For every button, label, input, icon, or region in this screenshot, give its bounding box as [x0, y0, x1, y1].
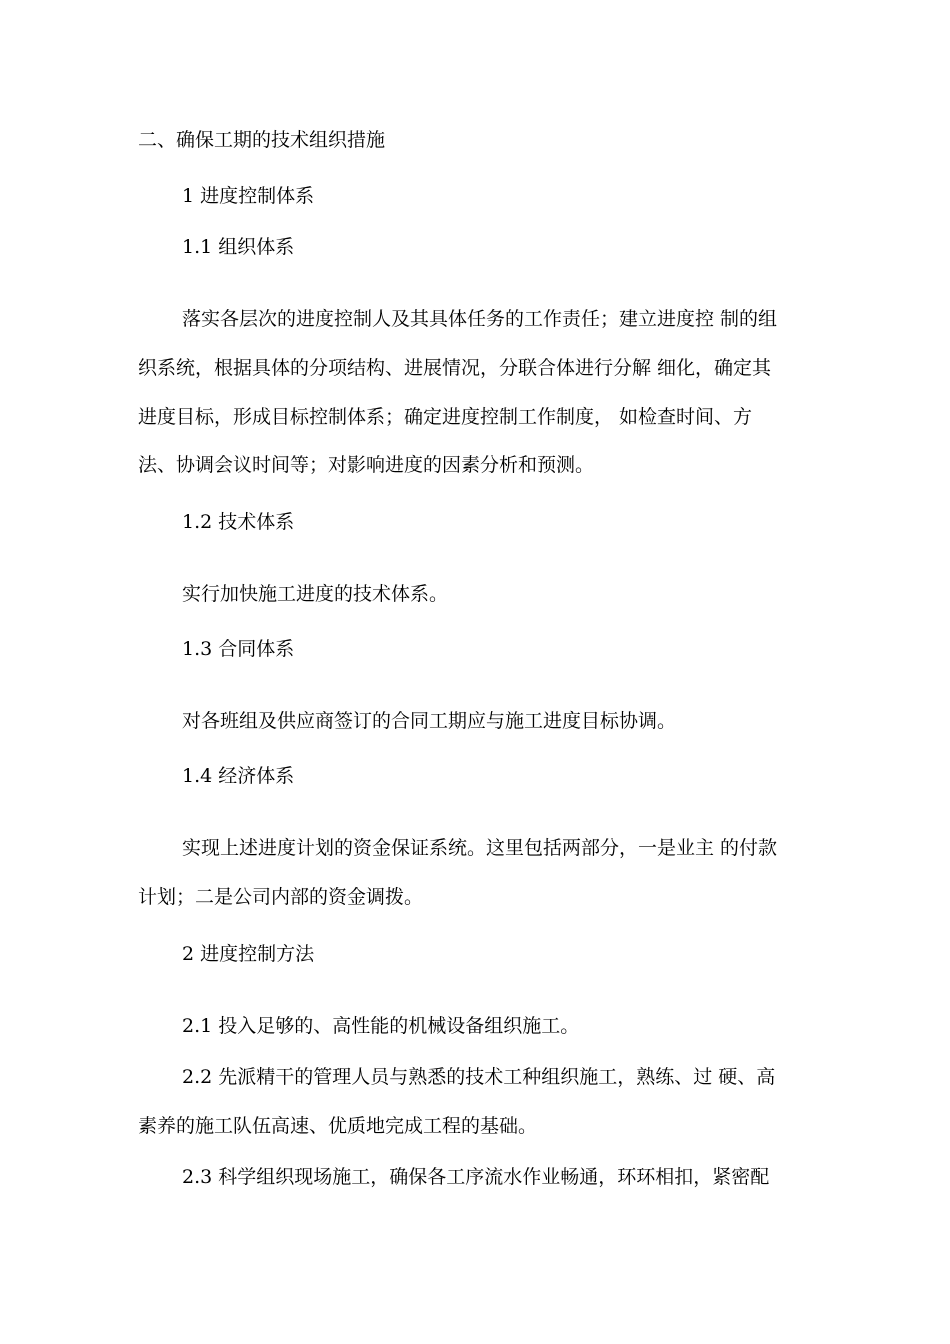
- paragraph-2: 实行加快施工进度的技术体系。: [182, 583, 449, 605]
- heading-1-1: 1.1 组织体系: [182, 236, 295, 258]
- paragraph-1-line-4: 法、协调会议时间等；对影响进度的因素分析和预测。: [138, 454, 595, 476]
- paragraph-1-line-2: 织系统，根据具体的分项结构、进展情况，分联合体进行分解 细化，确定其: [138, 357, 772, 379]
- heading-2: 2 进度控制方法: [182, 943, 315, 965]
- heading-1-4: 1.4 经济体系: [182, 765, 295, 787]
- paragraph-1-line-1: 落实各层次的进度控制人及其具体任务的工作责任；建立进度控 制的组: [182, 308, 778, 330]
- section-title: 二、确保工期的技术组织措施: [138, 129, 386, 151]
- heading-1-3: 1.3 合同体系: [182, 638, 295, 660]
- paragraph-1-line-3: 进度目标，形成目标控制体系；确定进度控制工作制度， 如检查时间、方: [138, 406, 753, 428]
- paragraph-2-1: 2.1 投入足够的、高性能的机械设备组织施工。: [182, 1015, 580, 1037]
- paragraph-4-line-2: 计划；二是公司内部的资金调拨。: [138, 886, 424, 908]
- heading-1: 1 进度控制体系: [182, 185, 315, 207]
- paragraph-2-2-line-2: 素养的施工队伍高速、优质地完成工程的基础。: [138, 1115, 538, 1137]
- heading-1-2: 1.2 技术体系: [182, 511, 295, 533]
- paragraph-3: 对各班组及供应商签订的合同工期应与施工进度目标协调。: [182, 710, 677, 732]
- paragraph-2-3-line-1: 2.3 科学组织现场施工，确保各工序流水作业畅通，环环相扣，紧密配: [182, 1166, 770, 1188]
- paragraph-4-line-1: 实现上述进度计划的资金保证系统。这里包括两部分，一是业主 的付款: [182, 837, 778, 859]
- paragraph-2-2-line-1: 2.2 先派精干的管理人员与熟悉的技术工种组织施工，熟练、过 硬、高: [182, 1066, 776, 1088]
